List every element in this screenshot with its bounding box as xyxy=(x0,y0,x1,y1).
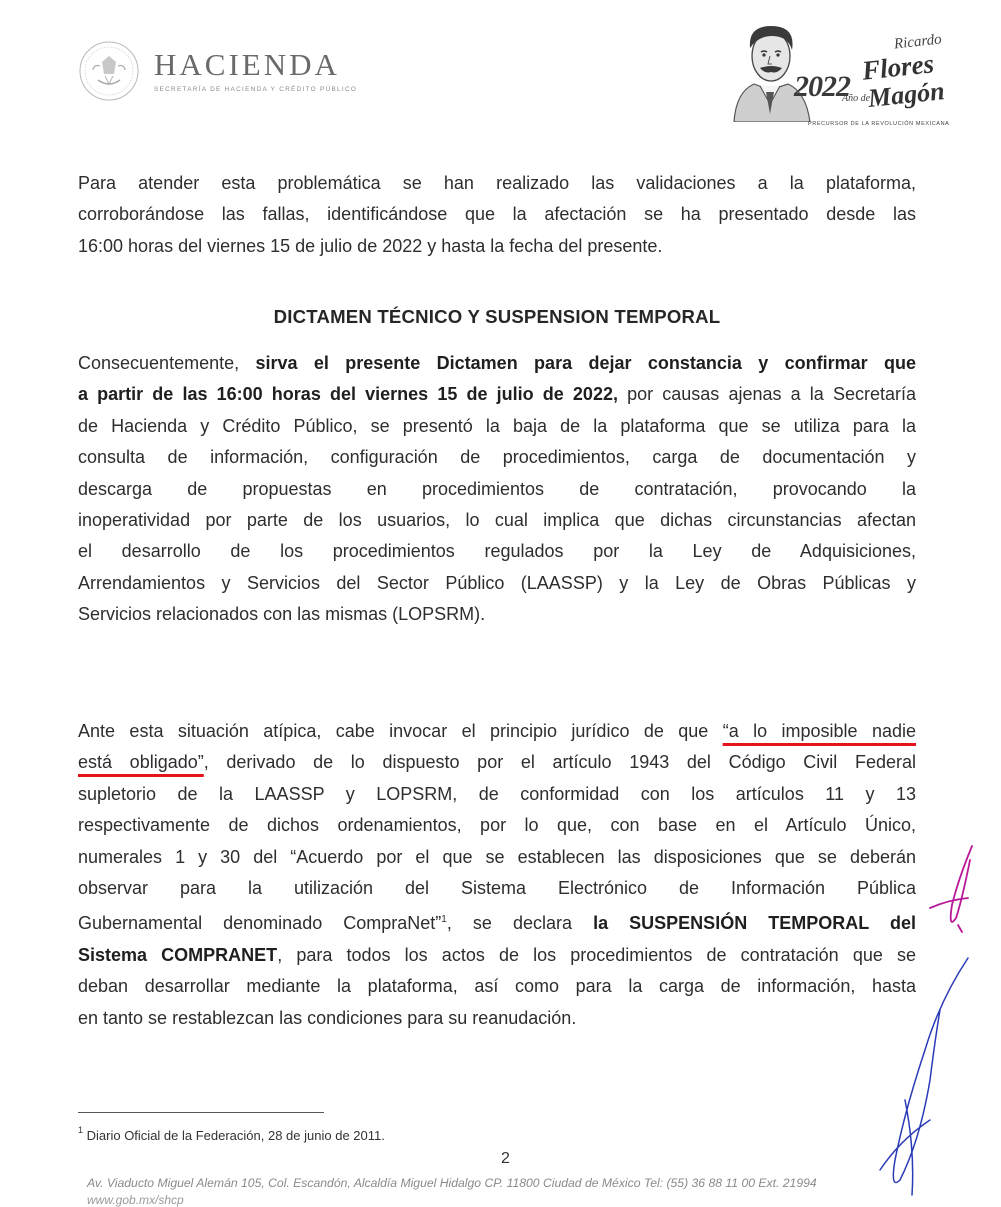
footnote-mark: 1 xyxy=(78,1125,84,1135)
footer-web: www.gob.mx/shcp xyxy=(87,1193,184,1207)
text-line: supletorio de la LAASSP y LOPSRM, de conformidad con los artículos 11 y 13 xyxy=(78,783,916,804)
text-line: deban desarrollar mediante la plataforma, así como para la carga de información, hasta xyxy=(78,976,916,997)
mexican-coat-of-arms-icon xyxy=(78,40,140,102)
text-run: por causas ajenas a la Secretaría xyxy=(617,384,916,405)
text-line: de Hacienda y Crédito Público, se presentó la baja de la plataforma que se utiliza para la xyxy=(78,415,916,436)
page-number: 2 xyxy=(501,1150,510,1167)
text-line: Arrendamientos y Servicios del Sector Público (LAASSP) y la Ley de Obras Públicas y xyxy=(78,572,916,593)
year-prefix: Año de xyxy=(842,93,871,104)
text-line: Para atender esta problemática se han realizado las validaciones a la plataforma, xyxy=(78,173,916,193)
signature-mark-initial xyxy=(930,846,972,932)
text-run: , para todos los actos de los procedimientos de contratación que se xyxy=(277,944,916,965)
hacienda-logo xyxy=(78,36,357,106)
paragraph-dictamen xyxy=(78,348,916,631)
text-line xyxy=(78,716,916,747)
footer-address: Av. Viaducto Miguel Alemán 105, Col. Escandón, Alcaldía Miguel Hidalgo CP. 11800 Ciudad de México Tel: (55) 36 88 11 00 Ext. 21994 xyxy=(87,1176,817,1190)
text-line xyxy=(78,904,916,939)
text-line: Servicios relacionados con las mismas (LOPSRM). xyxy=(78,604,486,625)
text-line xyxy=(78,940,916,971)
footnote-rule xyxy=(78,1112,324,1113)
text-run: Gubernamental denominado CompraNet” xyxy=(78,913,442,934)
honoree-first-name: Ricardo xyxy=(893,31,943,53)
paragraph-suspension xyxy=(78,716,916,1034)
bold-text-run: la SUSPENSIÓN TEMPORAL del xyxy=(593,913,916,934)
honoree-caption: PRECURSOR DE LA REVOLUCIÓN MEXICANA xyxy=(808,121,950,127)
text-line: 16:00 horas del viernes 15 de julio de 2022 y hasta la fecha del presente. xyxy=(78,235,663,256)
footnote-ref: 1 xyxy=(441,914,447,926)
text-line: corroborándose las fallas, identificándose que la afectación se ha presentado desde las xyxy=(78,204,916,225)
text-run: Consecuentemente, xyxy=(78,353,256,373)
year-number: 2022 xyxy=(794,70,850,103)
bold-text-run: a partir de las 16:00 horas del viernes 15 de julio de 2022, xyxy=(78,384,618,405)
paragraph-validation xyxy=(78,168,916,262)
honoree-last-name-2: Magón xyxy=(866,76,946,113)
brand-subtitle: SECRETARÍA DE HACIENDA Y CRÉDITO PÚBLICO xyxy=(154,86,358,93)
text-run: , derivado de lo dispuesto por el artículo 1943 del Código Civil Federal xyxy=(203,752,916,773)
underlined-quote: está obligado” xyxy=(78,752,204,773)
honoree-last-name-1: Flores xyxy=(860,48,936,86)
text-line: inoperatividad por parte de los usuarios, lo cual implica que dichas circunstancias afectan xyxy=(78,510,916,531)
text-line: respectivamente de dichos ordenamientos, por lo que, con base en el Artículo Único, xyxy=(78,815,916,836)
text-line: descarga de propuestas en procedimientos de contratación, provocando la xyxy=(78,478,916,499)
year-logo xyxy=(724,14,950,134)
section-heading: DICTAMEN TÉCNICO Y SUSPENSION TEMPORAL xyxy=(273,306,721,327)
text-run: Ante esta situación atípica, cabe invocar el principio jurídico de que xyxy=(78,721,723,741)
underlined-quote: “a lo imposible nadie xyxy=(722,721,916,741)
text-run: , se declara xyxy=(446,913,594,934)
text-line: en tanto se restablezcan las condiciones para su reanudación. xyxy=(78,1007,577,1028)
bold-text-run: sirva el presente Dictamen para dejar constancia y confirmar que xyxy=(255,353,917,373)
footnote xyxy=(78,1125,385,1143)
text-line: observar para la utilización del Sistema Electrónico de Información Pública xyxy=(78,878,916,899)
text-line: consulta de información, configuración de procedimientos, carga de documentación y xyxy=(78,447,916,468)
text-line xyxy=(78,747,916,778)
text-line: numerales 1 y 30 del “Acuerdo por el que se establecen las disposiciones que se deberán xyxy=(78,846,916,867)
text-line: el desarrollo de los procedimientos regulados por la Ley de Adquisiciones, xyxy=(78,541,916,562)
footnote-text: Diario Oficial de la Federación, 28 de junio de 2011. xyxy=(83,1128,385,1143)
text-line xyxy=(78,348,916,379)
bold-text-run: Sistema COMPRANET xyxy=(78,944,278,965)
brand-name: HACIENDA xyxy=(154,47,340,82)
text-line xyxy=(78,379,916,410)
